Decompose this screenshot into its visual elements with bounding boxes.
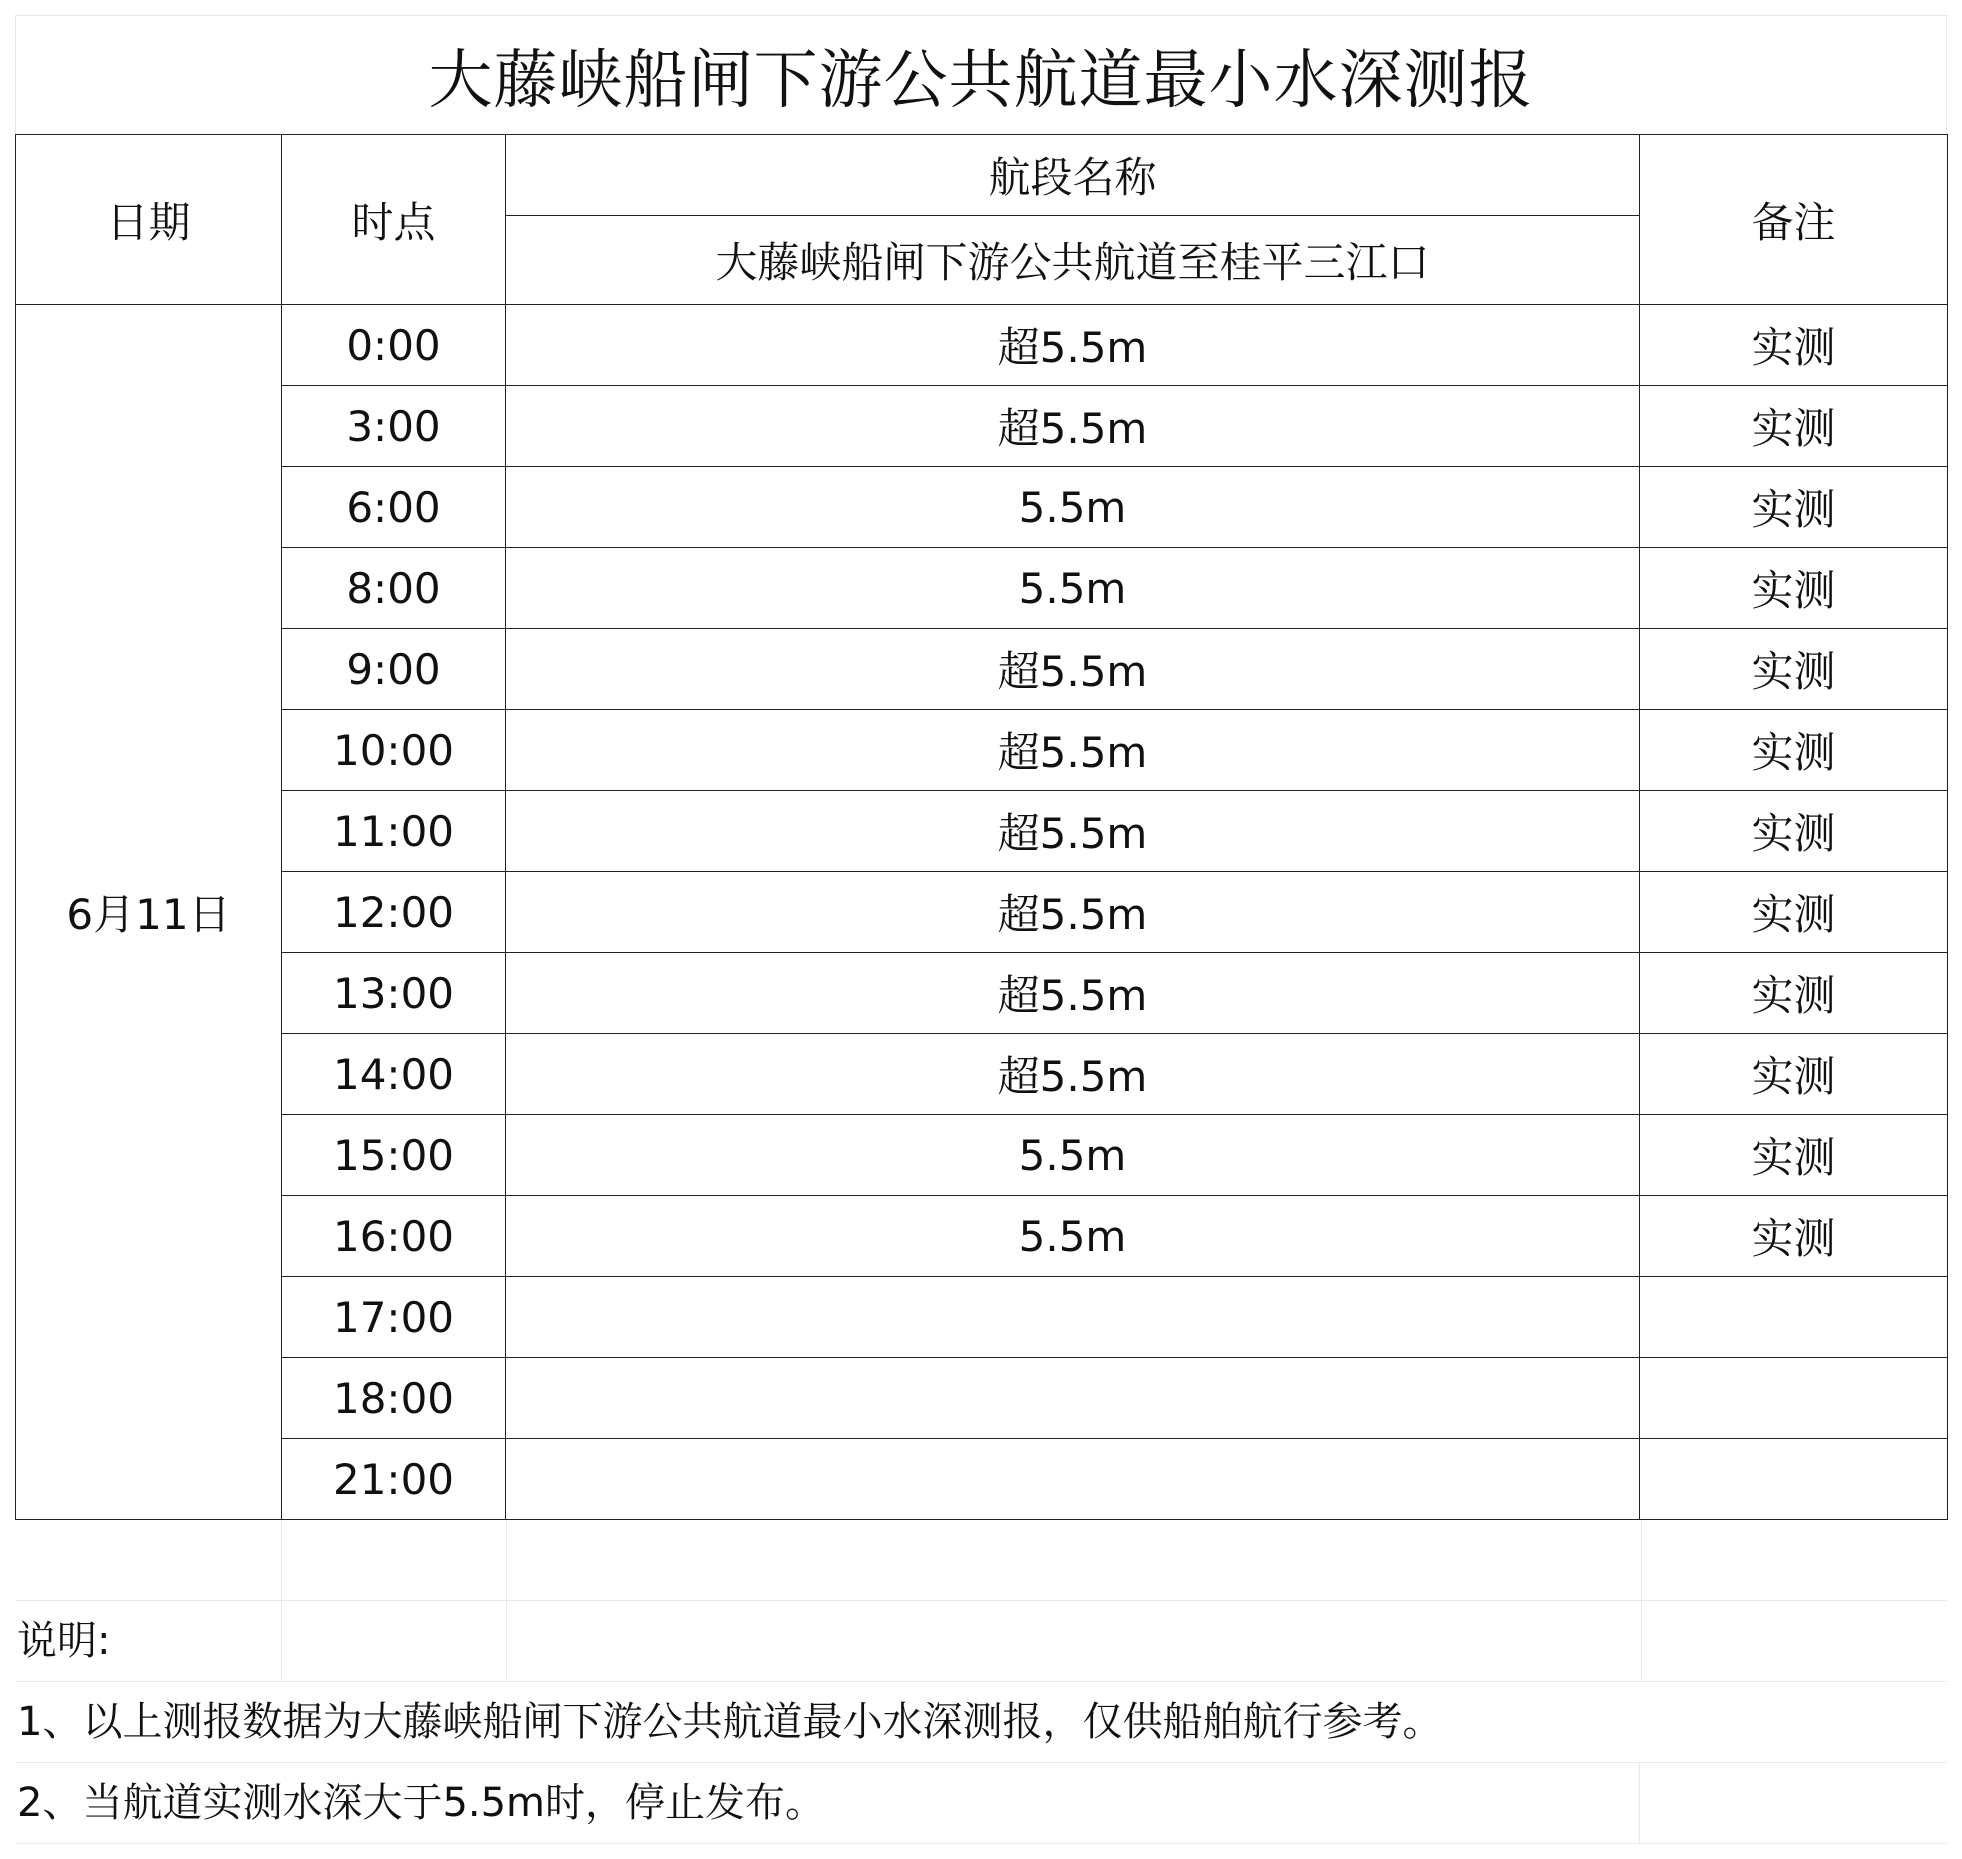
table-row — [16, 791, 1948, 872]
time-cell: 15:00 — [282, 1115, 506, 1196]
time-cell: 13:00 — [282, 953, 506, 1034]
time-cell: 3:00 — [282, 386, 506, 467]
header-time: 时点 — [282, 135, 506, 305]
table-row — [16, 953, 1948, 1034]
notes-heading-row — [15, 1601, 1947, 1682]
report-sheet — [15, 15, 1947, 1844]
report-title: 大藤峡船闸下游公共航道最小水深测报 — [15, 15, 1947, 134]
time-cell: 14:00 — [282, 1034, 506, 1115]
remark-cell: 实测 — [1640, 386, 1948, 467]
table-row — [16, 629, 1948, 710]
remark-cell: 实测 — [1640, 1034, 1948, 1115]
notes-line-2: 2、当航道实测水深大于5.5m时，停止发布。 — [17, 1780, 826, 1826]
time-cell: 16:00 — [282, 1196, 506, 1277]
time-cell: 11:00 — [282, 791, 506, 872]
time-cell: 0:00 — [282, 305, 506, 386]
depth-cell: 超5.5m — [506, 710, 1640, 791]
table-row — [16, 1358, 1948, 1439]
remark-cell: 实测 — [1640, 791, 1948, 872]
header-remark: 备注 — [1640, 135, 1948, 305]
depth-cell — [506, 1439, 1640, 1520]
table-row — [16, 1115, 1948, 1196]
remark-cell: 实测 — [1640, 548, 1948, 629]
remark-cell — [1640, 1358, 1948, 1439]
depth-cell: 超5.5m — [506, 953, 1640, 1034]
table-row — [16, 386, 1948, 467]
remark-cell: 实测 — [1640, 1196, 1948, 1277]
depth-cell: 超5.5m — [506, 872, 1640, 953]
remark-cell: 实测 — [1640, 629, 1948, 710]
date-cell: 6月11日 — [16, 305, 282, 1520]
table-row — [16, 1034, 1948, 1115]
header-date: 日期 — [16, 135, 282, 305]
depth-cell: 超5.5m — [506, 629, 1640, 710]
table-row — [16, 1196, 1948, 1277]
table-row — [16, 872, 1948, 953]
depth-cell: 5.5m — [506, 1196, 1640, 1277]
table-row — [16, 1439, 1948, 1520]
header-section: 航段名称 — [506, 135, 1640, 216]
depth-table — [15, 134, 1948, 1520]
depth-cell — [506, 1358, 1640, 1439]
time-cell: 9:00 — [282, 629, 506, 710]
depth-cell: 超5.5m — [506, 1034, 1640, 1115]
table-row — [16, 548, 1948, 629]
remark-cell: 实测 — [1640, 305, 1948, 386]
time-cell: 6:00 — [282, 467, 506, 548]
notes-heading: 说明: — [17, 1618, 111, 1664]
remark-cell: 实测 — [1640, 953, 1948, 1034]
time-cell: 18:00 — [282, 1358, 506, 1439]
depth-cell — [506, 1277, 1640, 1358]
notes-blank-row — [15, 1520, 1947, 1601]
header-section-name: 大藤峡船闸下游公共航道至桂平三江口 — [506, 216, 1640, 305]
notes-line-2-row — [15, 1763, 1947, 1844]
remark-cell: 实测 — [1640, 872, 1948, 953]
notes-line-1-row — [15, 1682, 1947, 1763]
table-row — [16, 1277, 1948, 1358]
depth-cell: 超5.5m — [506, 386, 1640, 467]
depth-cell: 5.5m — [506, 548, 1640, 629]
table-row — [16, 467, 1948, 548]
remark-cell: 实测 — [1640, 710, 1948, 791]
time-cell: 8:00 — [282, 548, 506, 629]
depth-cell: 5.5m — [506, 1115, 1640, 1196]
remark-cell: 实测 — [1640, 1115, 1948, 1196]
table-row — [16, 710, 1948, 791]
header-row — [16, 135, 1948, 216]
depth-cell: 超5.5m — [506, 305, 1640, 386]
remark-cell — [1640, 1439, 1948, 1520]
time-cell: 17:00 — [282, 1277, 506, 1358]
notes-section — [15, 1520, 1947, 1844]
time-cell: 21:00 — [282, 1439, 506, 1520]
table-row — [16, 305, 1948, 386]
notes-line-1: 1、以上测报数据为大藤峡船闸下游公共航道最小水深测报，仅供船舶航行参考。 — [17, 1699, 1443, 1745]
time-cell: 10:00 — [282, 710, 506, 791]
time-cell: 12:00 — [282, 872, 506, 953]
remark-cell — [1640, 1277, 1948, 1358]
remark-cell: 实测 — [1640, 467, 1948, 548]
depth-cell: 5.5m — [506, 467, 1640, 548]
depth-cell: 超5.5m — [506, 791, 1640, 872]
